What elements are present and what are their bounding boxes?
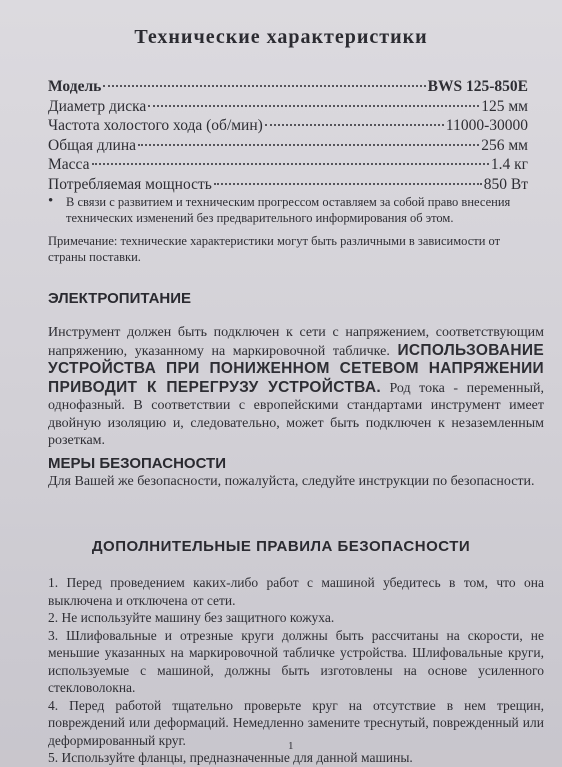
extra-rules-list <box>48 574 544 767</box>
page-number: 1 <box>288 740 294 752</box>
dot-leader <box>103 85 425 87</box>
notice-text: В связи с развитием и техническим прогрессом оставляем за собой право внесения технических изменений без предварительного информирования об этом. <box>66 195 511 225</box>
power-text-start: Инструмент должен быть подключен к сети с напряжением, соответствующим напряжению, указанному на маркировочной табличке. <box>48 325 544 359</box>
safety-paragraph: Для Вашей же безопасности, пожалуйста, следуйте инструкции по безопасности. <box>48 474 535 489</box>
spec-value: BWS 125-850E <box>427 78 528 95</box>
page-title: Технические характеристики <box>134 26 428 48</box>
spec-notes <box>48 195 530 265</box>
spec-value: 850 Вт <box>483 175 528 193</box>
spec-row-power <box>48 176 528 196</box>
spec-row-weight <box>48 156 528 176</box>
spec-value: 1.4 кг <box>490 156 528 173</box>
extra-rules-heading: ДОПОЛНИТЕЛЬНЫЕ ПРАВИЛА БЕЗОПАСНОСТИ <box>91 538 471 555</box>
power-text-end: Род тока - переменный, однофазный. В соответствии с европейскими стандартами инструмент имеет двойную изоляцию и, следовательно, может быть подключен к незаземленным розеткам. <box>48 380 544 448</box>
spec-row-disc-diameter <box>48 98 528 118</box>
list-item: 5. Используйте фланцы, предназначенные для данной машины. <box>48 750 413 765</box>
spec-label: Модель <box>48 78 102 95</box>
bullet-icon: • <box>48 193 54 209</box>
spec-label: Общая длина <box>48 136 136 154</box>
spec-label: Диаметр диска <box>48 97 147 115</box>
spec-label: Масса <box>48 156 90 173</box>
power-paragraph <box>48 324 544 450</box>
dot-leader <box>148 105 479 107</box>
safety-heading: МЕРЫ БЕЗОПАСНОСТИ <box>48 455 226 472</box>
spec-value: 125 мм <box>481 97 528 115</box>
list-item: 4. Перед работой тщательно проверьте круг на отсутствие в нем трещин, повреждений или деформаций. Немедленно замените треснутый, поврежденный или деформированный круг. <box>48 697 544 748</box>
dot-leader <box>265 124 444 126</box>
remark-text: Примечание: технические характеристики могут быть различными в зависимости от страны поставки. <box>48 234 501 264</box>
spec-label: Частота холостого хода (об/мин) <box>48 117 263 134</box>
dot-leader <box>92 163 489 165</box>
power-warning: ИСПОЛЬЗОВАНИЕ УСТРОЙСТВА ПРИ ПОНИЖЕННОМ СЕТЕВОМ НАПРЯЖЕНИИ ПРИВОДИТ К ПЕРЕГРУЗУ УСТРОЙСТВА. <box>48 341 544 396</box>
spec-table <box>48 78 528 195</box>
list-item: 1. Перед проведением каких-либо работ с машиной убедитесь в том, что она выключена и отключена от сети. <box>48 575 544 608</box>
dot-leader <box>138 144 479 146</box>
power-heading: ЭЛЕКТРОПИТАНИЕ <box>48 290 192 307</box>
spec-row-length <box>48 137 528 157</box>
spec-label: Потребляемая мощность <box>48 175 212 193</box>
spec-value: 11000-30000 <box>445 117 528 134</box>
spec-value: 256 мм <box>481 136 528 154</box>
dot-leader <box>214 183 482 185</box>
list-item: 2. Не используйте машину без защитного кожуха. <box>48 610 335 625</box>
list-item: 3. Шлифовальные и отрезные круги должны быть рассчитаны на скорости, не меньшие указанных на маркировочной табличке устройства. Шлифовальные круги, используемые с машиной, должны быть изготовлены на основе усиленного стекловолокна. <box>48 627 544 695</box>
spec-row-model <box>48 78 528 98</box>
notice-bullet <box>48 195 530 226</box>
spec-row-idle-speed <box>48 117 528 137</box>
